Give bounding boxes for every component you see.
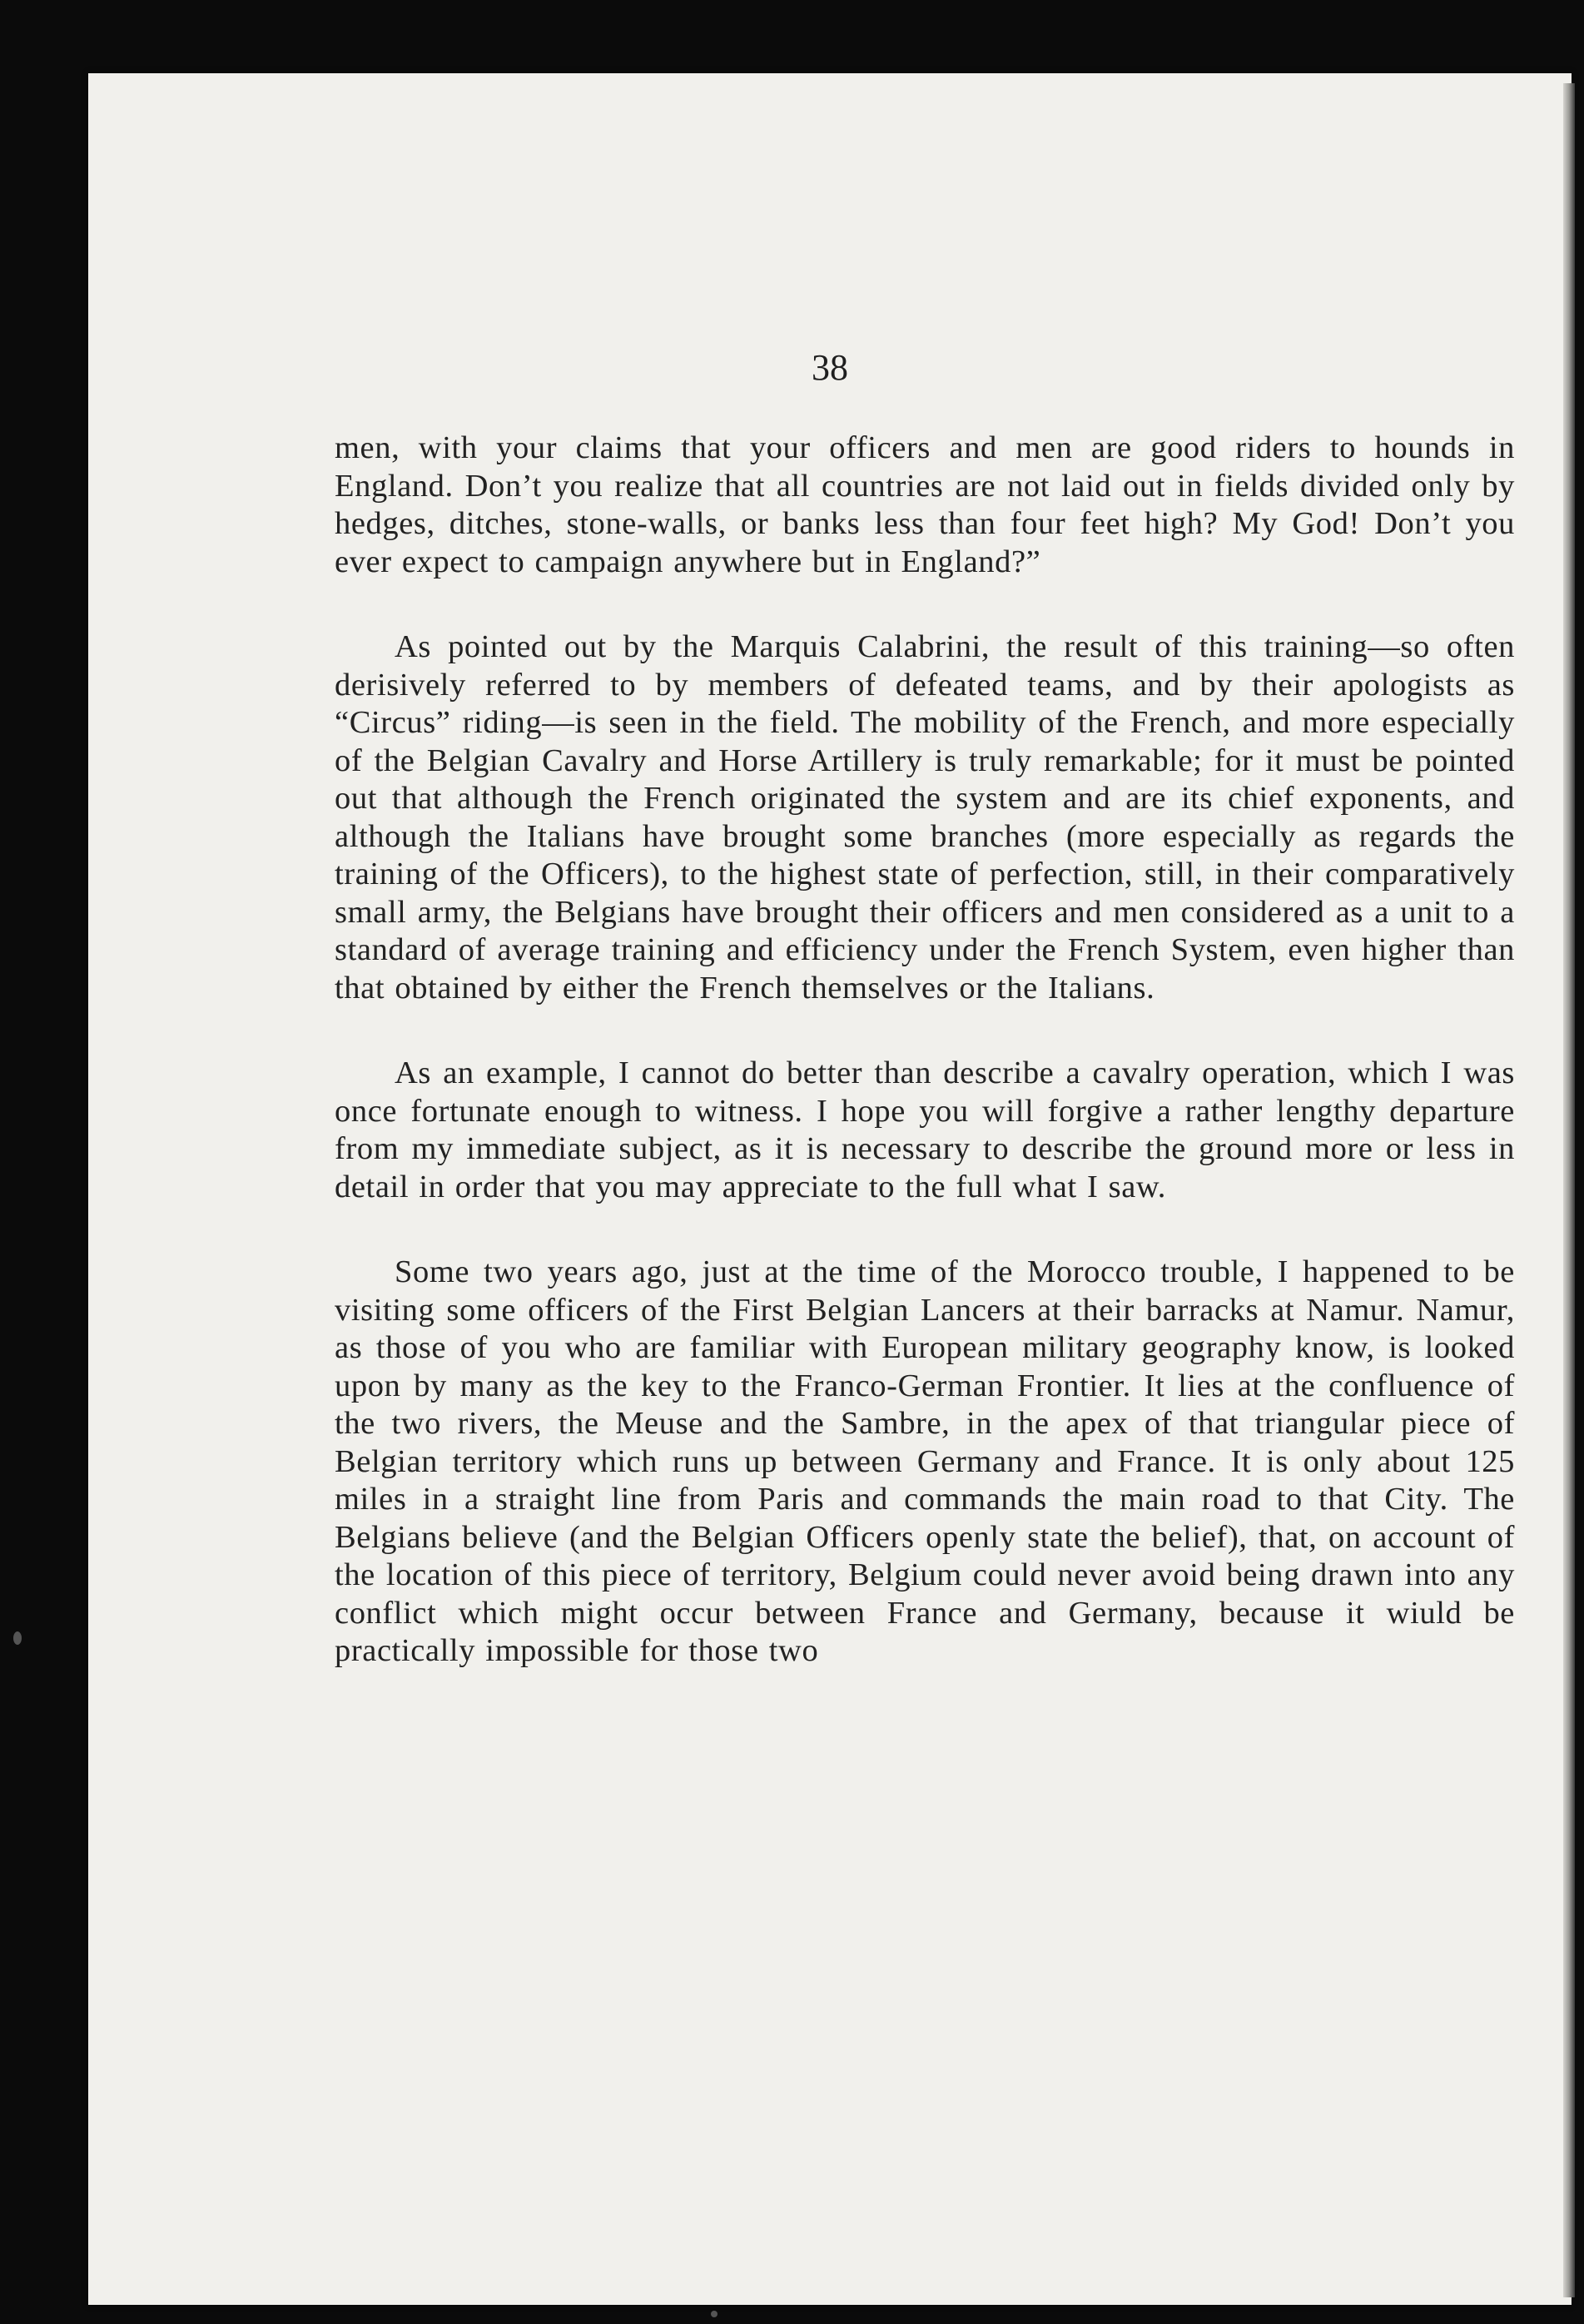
body-text	[335, 430, 1515, 1718]
page-edge-shadow	[1563, 83, 1575, 2297]
paragraph-calabrini: As pointed out by the Marquis Calabrini, the result of this training—so often derisively referred to by members of defeated teams, and by their apologists as “Circus” riding—is seen in the field. The mobility of the French, and more especially of the Belgian Cavalry and Horse Artillery is truly remarkable; for it must be pointed out that although the French originated the system and are its chief exponents, and although the Italians have brought some branches (more especially as regards the training of the Officers), to the highest state of perfection, still, in their comparatively small army, the Belgians have brought their officers and men considered as a unit to a standard of average training and efficiency under the French System, even higher than that obtained by either the French themselves or the Italians.	[335, 629, 1515, 1006]
paragraph-continuation: men, with your claims that your officers and men are good riders to hounds in England. Don’t you realize that all countries are not laid out in fields divided only by hedges, ditches, stone-walls, or banks less than four feet high? My God! Don’t you ever expect to campaign anywhere but in England?”	[335, 430, 1515, 579]
paragraph-namur: Some two years ago, just at the time of the Morocco trouble, I happened to be visiting some officers of the First Belgian Lancers at their barracks at Namur. Namur, as those of you who are familiar with European military geography know, is looked upon by many as the key to the Franco-German Frontier. It lies at the confluence of the two rivers, the Meuse and the Sambre, in the apex of that triangular piece of Belgian territory which runs up between Germany and France. It is only about 125 miles in a straight line from Paris and commands the main road to that City. The Belgians believe (and the Belgian Officers openly state the belief), that, on account of the location of this piece of territory, Belgium could never avoid being drawn into any conflict which might occur between France and Germany, because it wiuld be practically impossible for those two	[335, 1254, 1515, 1668]
paragraph-example: As an example, I cannot do better than describe a cavalry operation, which I was once fortunate enough to witness. I hope you will forgive a rather lengthy departure from my immediate subject, as it is necessary to describe the ground more or less in detail in order that you may appreciate to the full what I saw.	[335, 1055, 1515, 1204]
page-number: 38	[812, 347, 848, 388]
scanned-page	[88, 73, 1572, 2305]
scan-speck	[711, 2311, 718, 2317]
scan-speck	[13, 1631, 22, 1645]
